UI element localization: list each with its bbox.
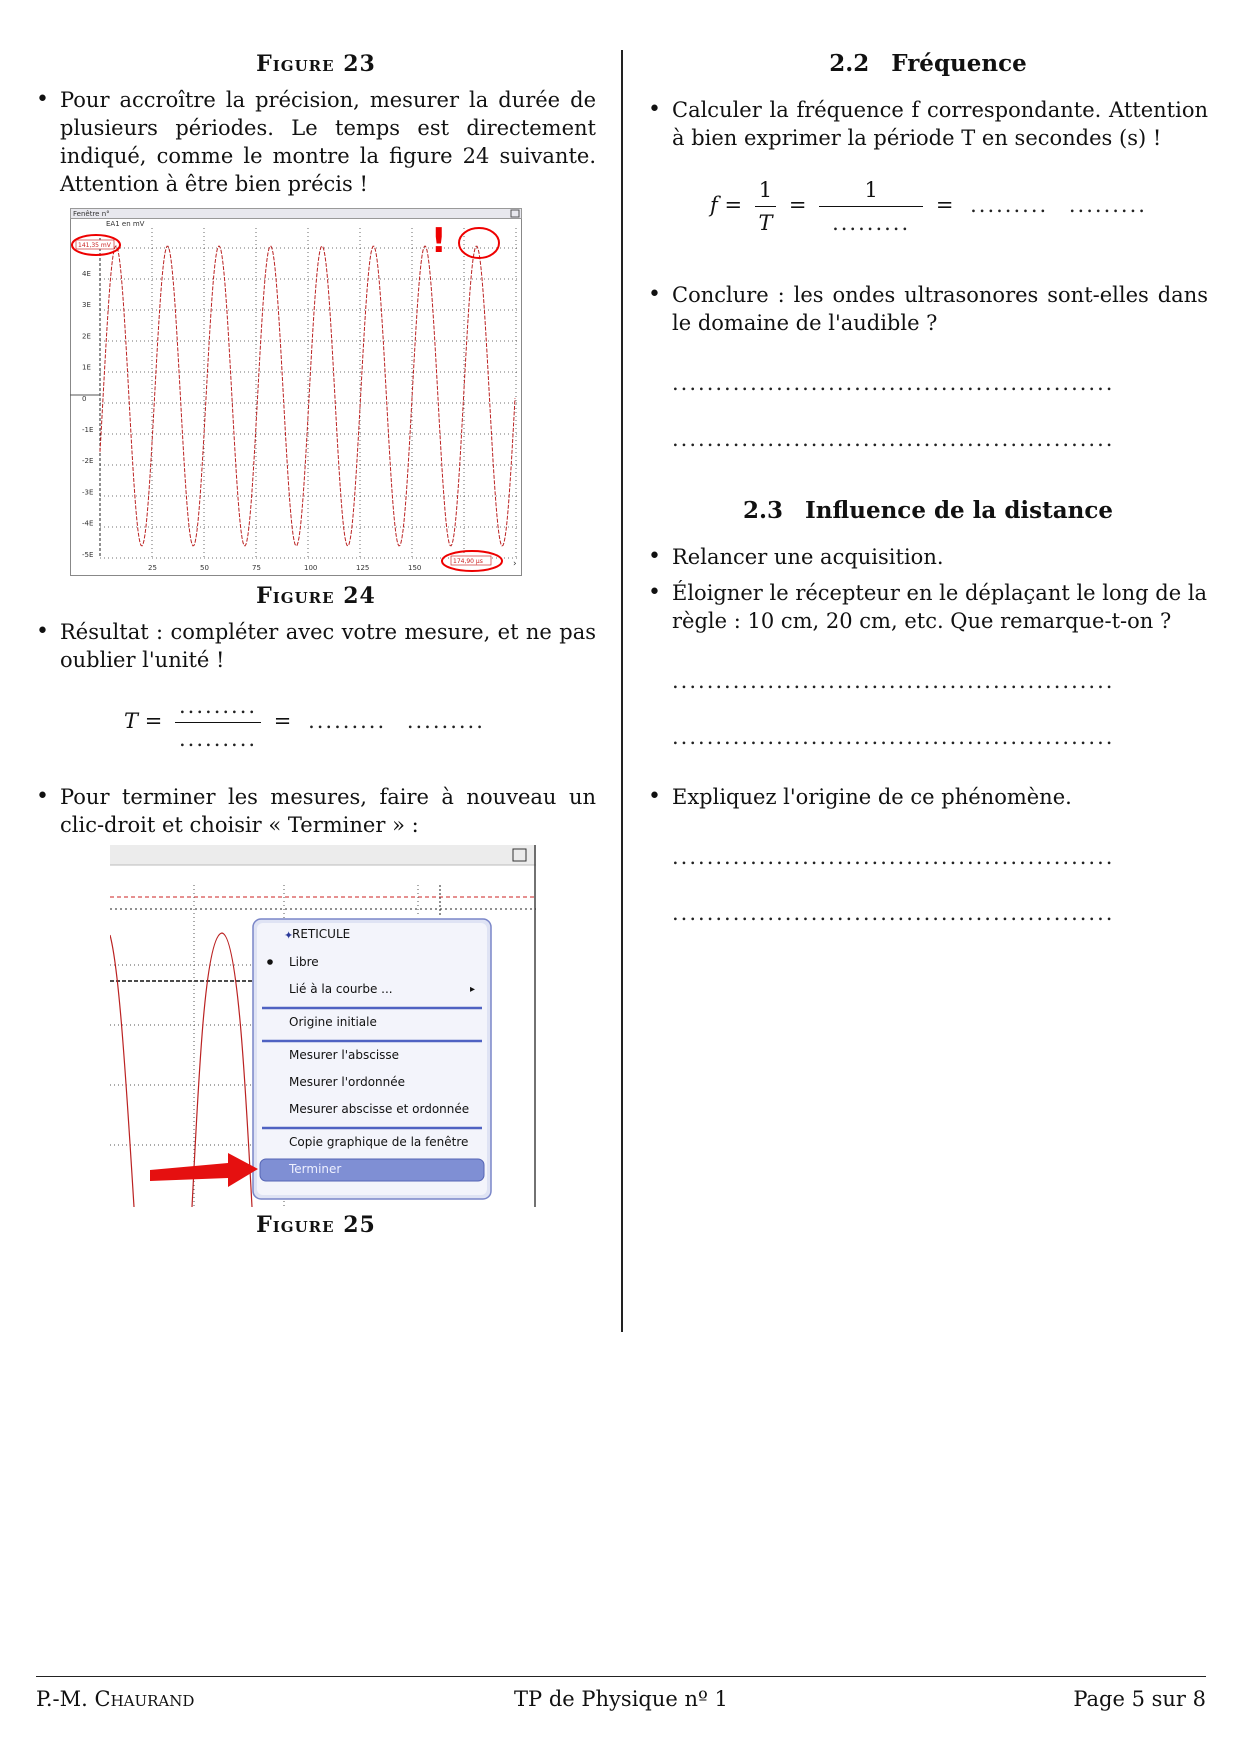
bullet-frequency: • Calculer la fréquence f correspondante. Attention à bien exprimer la période T en secondes (s) ! (648, 96, 1208, 152)
right-column (648, 50, 1208, 927)
y-tick-label: 0 (82, 394, 87, 403)
page-footer (36, 1676, 1206, 1711)
y-tick-label: -3E (82, 488, 94, 497)
curve-label: EA1 en mV (106, 220, 145, 228)
footer-page-number: Page 5 sur 8 (1073, 1687, 1206, 1711)
menu-item[interactable]: Copie graphique de la fenêtre (289, 1135, 469, 1149)
footer-author: P.-M. Chaurand (36, 1687, 195, 1711)
y-tick-label: -5E (82, 550, 94, 559)
y-tick-label: -1E (82, 426, 94, 434)
answer-line-2[interactable]: ................................................... (672, 427, 1115, 451)
y-tick-label: 1E (82, 363, 91, 372)
x-tick-label: 125 (356, 564, 370, 572)
bullet-result: • Résultat : compléter avec votre mesure, et ne pas oublier l'unité ! (36, 618, 596, 674)
cursor-value-left: 141,35 mV (78, 242, 111, 249)
x-tick-label: 25 (148, 564, 157, 572)
section-2-3-heading: 2.3 Influence de la distance (743, 497, 1113, 524)
answer-line-1[interactable]: ................................................... (672, 371, 1115, 395)
menu-item[interactable]: Origine initiale (289, 1015, 377, 1029)
section-2-2-heading: 2.2 Fréquence (829, 50, 1027, 77)
y-tick-label: 3E (82, 301, 91, 310)
x-tick-label: 75 (252, 564, 261, 572)
footer-title: TP de Physique nº 1 (514, 1687, 728, 1711)
y-tick-label: 4E (82, 270, 91, 278)
oscilloscope-plot (70, 208, 522, 576)
left-column (36, 50, 596, 1239)
figure-23-caption: Figure 23 (256, 51, 376, 77)
y-tick-label: -2E (82, 457, 94, 466)
menu-item[interactable]: Mesurer l'ordonnée (289, 1075, 406, 1089)
answer-line-3[interactable]: ................................................... (672, 669, 1115, 693)
exclamation-mark: ! (431, 221, 447, 261)
bullet-move-receiver: • Éloigner le récepteur en le déplaçant le long de la règle : 10 cm, 20 cm, etc. Que remarque-t-on ? (648, 579, 1208, 635)
column-divider (621, 50, 623, 1332)
y-tick-label: -4E (82, 519, 94, 528)
bullet-relaunch: • Relancer une acquisition. (648, 543, 1208, 571)
figure-25-caption: Figure 25 (256, 1212, 376, 1238)
radio-dot-icon (267, 959, 273, 965)
figure-25-context-menu (110, 845, 536, 1207)
bullet-precision: • Pour accroître la précision, mesurer la durée de plusieurs périodes. Le temps est directement indiqué, comme le montre la figure 24 suivante. Attention à être bien précis ! (36, 86, 596, 198)
figure-24-caption: Figure 24 (256, 583, 376, 609)
answer-line-6[interactable]: ................................................... (672, 901, 1115, 925)
y-tick-label: 2E (82, 332, 91, 341)
answer-line-5[interactable]: ................................................... (672, 845, 1115, 869)
svg-text:✦: ✦ (284, 929, 294, 942)
bullet-conclude: • Conclure : les ondes ultrasonores sont-elles dans le domaine de l'audible ? (648, 281, 1208, 337)
menu-item[interactable]: Mesurer abscisse et ordonnée (289, 1102, 470, 1116)
x-tick-label: 50 (200, 564, 209, 572)
menu-item[interactable]: Terminer (289, 1162, 342, 1176)
bullet-terminate: • Pour terminer les mesures, faire à nouveau un clic-droit et choisir « Terminer » : (36, 783, 596, 839)
window-title: Fenêtre n° (73, 210, 110, 218)
figure-24-oscilloscope (70, 208, 522, 576)
x-tick-label: 100 (304, 564, 318, 572)
menu-item[interactable]: Lié à la courbe ... (289, 982, 393, 996)
menu-item[interactable]: Mesurer l'abscisse (289, 1048, 400, 1062)
x-tick-label: 150 (408, 564, 422, 572)
menu-item[interactable]: Libre (289, 955, 319, 969)
cursor-value-right: 174,90 µs (453, 558, 483, 565)
answer-line-4[interactable]: ................................................... (672, 725, 1115, 749)
svg-text:›: › (513, 559, 517, 569)
bullet-explain: • Expliquez l'origine de ce phénomène. (648, 783, 1208, 811)
formula-period: T = $\frac{.........}{.........}$ = ......... ......... (124, 694, 485, 751)
submenu-arrow-icon: ▸ (470, 984, 476, 995)
formula-frequency: f = $\frac{1}{T}$ = $\frac{1}{.........}$ = ......... ......... (710, 178, 1147, 235)
menu-item[interactable]: RETICULE (292, 927, 351, 941)
